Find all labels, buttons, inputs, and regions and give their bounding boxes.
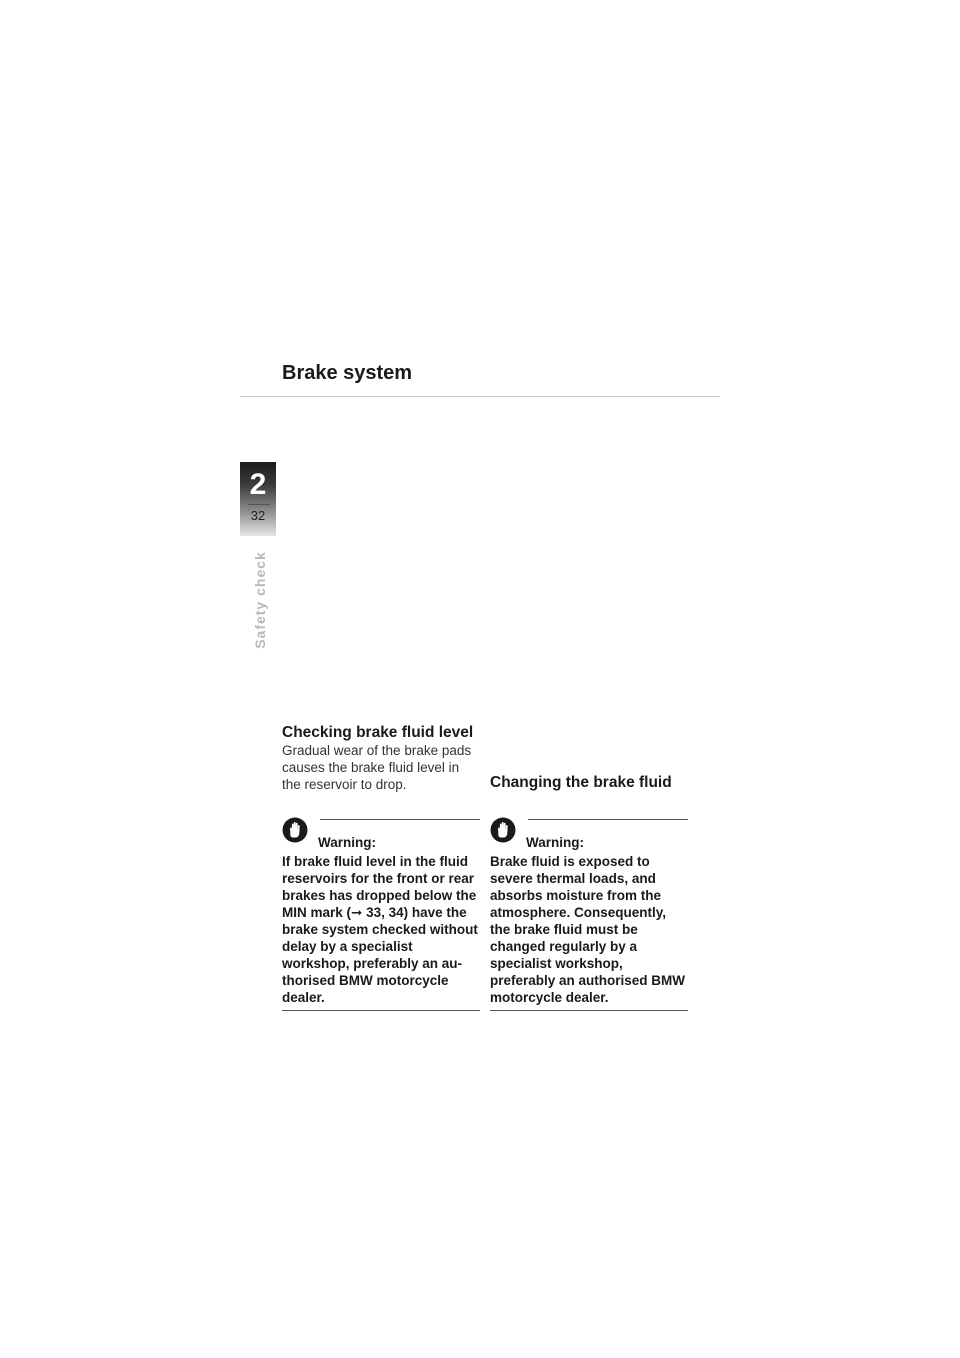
warning-top-rule (528, 819, 688, 820)
warning-box-fluid-change (490, 817, 688, 1011)
warning-text: Brake fluid is exposed to severe thermal loads, and absorbs moisture from the atmosphere. Consequently, the brake fluid must be changed regularly by a specialist workshop, preferably an authorised BMW motorcycle dealer. (490, 853, 688, 1011)
changing-fluid-heading: Changing the brake fluid (490, 774, 672, 791)
checking-fluid-body: Gradual wear of the brake pads causes the brake fluid level in the reservoir to drop. (282, 743, 472, 792)
warning-text: If brake fluid level in the fluid reservoirs for the front or rear brakes has dropped below the MIN mark (➞ 33, 34) have the brake system checked without delay by a specialist workshop, preferably an au-thorised BMW motorcycle dealer. (282, 853, 480, 1011)
warning-header (282, 817, 480, 853)
warning-box-fluid-level (282, 817, 480, 1011)
warning-title: Warning: (318, 835, 376, 850)
title-divider (240, 396, 720, 397)
warning-title: Warning: (526, 835, 584, 850)
chapter-number: 2 (249, 468, 267, 501)
hand-stop-icon (282, 817, 308, 843)
page-title: Brake system (282, 362, 413, 384)
hand-stop-icon (490, 817, 516, 843)
chapter-tab (240, 462, 276, 536)
warning-top-rule (320, 819, 480, 820)
left-column (282, 724, 480, 1011)
right-column (490, 774, 688, 1011)
checking-fluid-heading: Checking brake fluid level (282, 724, 474, 741)
warning-header (490, 817, 688, 853)
side-section-label: Safety check (252, 551, 268, 649)
chapter-divider (248, 504, 270, 505)
page-number: 32 (250, 508, 266, 523)
